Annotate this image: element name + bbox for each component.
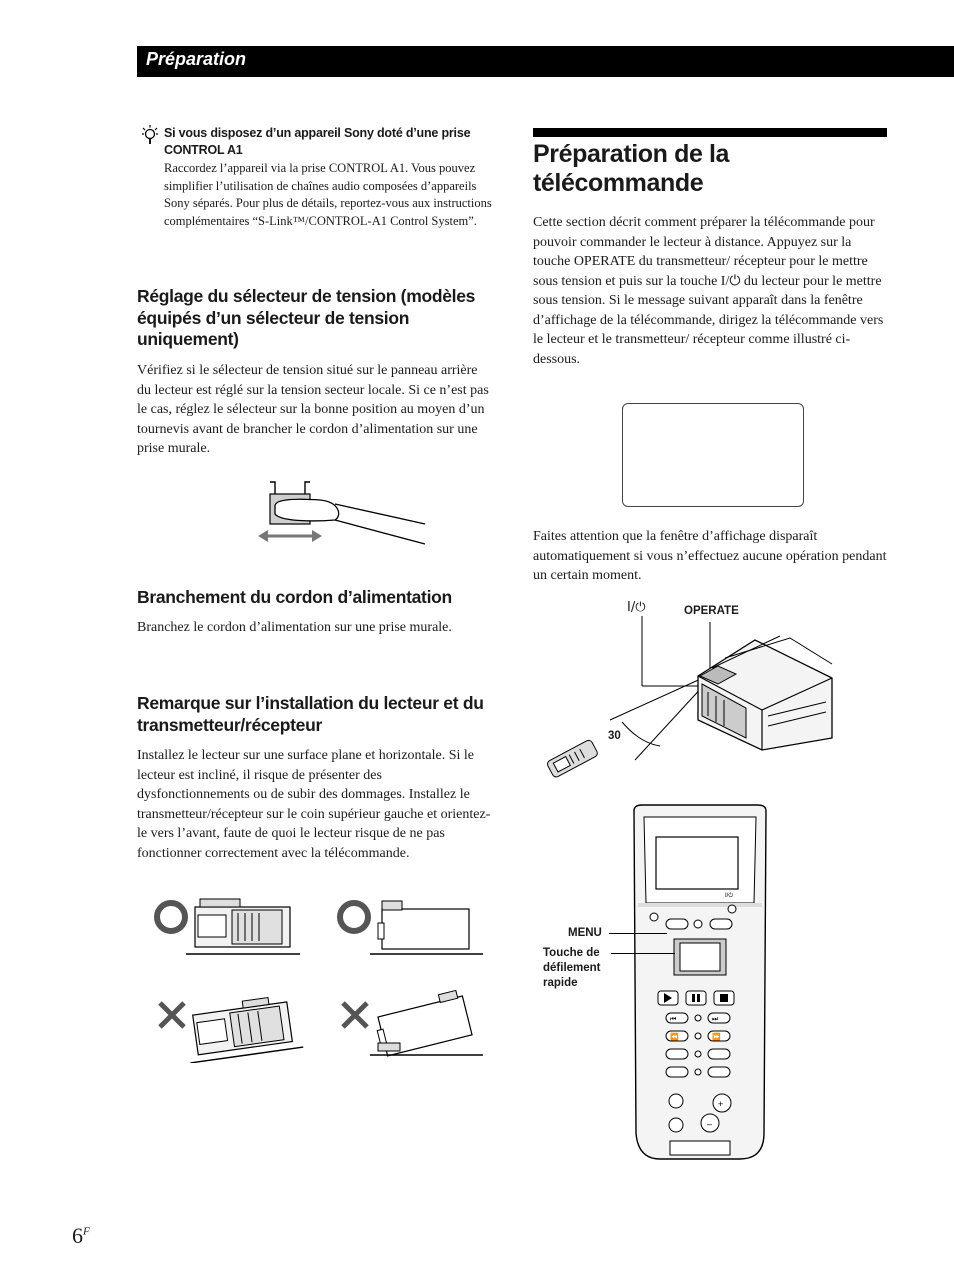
svg-text:I/⏻: I/⏻ [725,893,734,899]
ng-cross-icon [343,1003,367,1027]
voltage-body: Vérifiez si le sélecteur de tension situé sur le panneau arrière du lecteur est réglé sur la tension secteur locale. Si ce n’est pas le cas, réglez le sélecteur sur la bonne position au moyen d’un tournevis avant de brancher le cordon d’alimentation sur une prise murale. [137,363,489,456]
svg-text:–: – [707,1119,713,1129]
jog-label: Touche de défilement rapide [543,947,601,989]
remote-note: Faites attention que la fenêtre d’affichage disparaît automatiquement si vous n’effectuez aucune opération pendant un certain moment. [533,529,887,583]
ok-circle-icon [157,903,185,931]
svg-text:⏪: ⏪ [670,1034,679,1041]
ok-circle-icon [340,903,368,931]
tip-heading: Si vous disposez d’un appareil Sony doté d’une prise CONTROL A1 [164,126,471,157]
remote-control-illustration [630,803,770,1163]
operate-label: OPERATE [684,605,739,617]
installation-heading: Remarque sur l’installation du lecteur et du transmetteur/récepteur [137,693,484,735]
jog-leader-line [611,953,675,954]
voltage-heading: Réglage du sélecteur de tension (modèles équipés d’un sélecteur de tension uniquement) [137,286,476,349]
installation-diagrams [150,893,495,1063]
screwdriver-illustration [250,476,430,548]
page-number-suffix: F [83,1225,90,1238]
page-number [72,1223,90,1249]
remote-intro: Cette section décrit comment préparer la télécommande pour pouvoir commander le lecteur à distance. Appuyez sur la touche OPERATE du transmetteur/ récepteur pour le mettre sous tension et puis sur la touche I/⏻ du lecteur pour le mettre sous tension. Si le message suivant apparaît dans la fenêtre d’affichage de la télécommande, dirigez la télécommande vers le lecteur et le transmetteur/ récepteur comme illustré ci-dessous. [533,215,884,367]
page-number-value: 6 [72,1223,83,1248]
tip-body: Raccordez l’appareil via la prise CONTROL A1. Vous pouvez simplifier l’utilisation de chaînes audio composées d’appareils Sony séparés. Pour plus de détails, reportez-vous aux instructions complémentaires “S-Link™/CONTROL-A1 Control System”. [164,161,492,228]
angle-label: 30 [608,730,621,742]
power-symbol-label: I/⏻ [627,600,646,615]
remote-heading: Préparation de la télécommande [533,140,730,197]
section-title: Préparation [146,49,247,69]
section-header-bar [137,46,954,77]
player-side-tilted [370,989,483,1057]
menu-label: MENU [568,927,602,939]
svg-text:⏩: ⏩ [712,1034,721,1041]
power-cord-body: Branchez le cordon d’alimentation sur une prise murale. [137,620,452,635]
svg-text:⏭: ⏭ [712,1016,719,1023]
display-message-window [622,403,804,507]
power-cord-heading: Branchement du cordon d’alimentation [137,587,452,607]
player-front-tilted [183,994,303,1063]
ng-cross-icon [160,1003,184,1027]
tip-lightbulb-icon [141,124,159,146]
installation-body: Installez le lecteur sur une surface plane et horizontale. Si le lecteur est incliné, il risque de présenter des dysfonctionnements ou de subir des dommages. Installez le transmetteur/récepteur sur le coin supérieur gauche et orientez-le vers l’avant, faute de quoi le lecteur risque de ne pas fonctionner correctement avec la télécommande. [137,748,491,861]
player-side-level [370,901,483,954]
player-front-level [186,899,300,954]
remote-aiming-diagram [540,598,840,790]
menu-leader-line [609,933,667,934]
svg-text:+: + [718,1099,724,1109]
svg-text:⏮: ⏮ [670,1016,677,1023]
heading-rule [533,128,887,137]
